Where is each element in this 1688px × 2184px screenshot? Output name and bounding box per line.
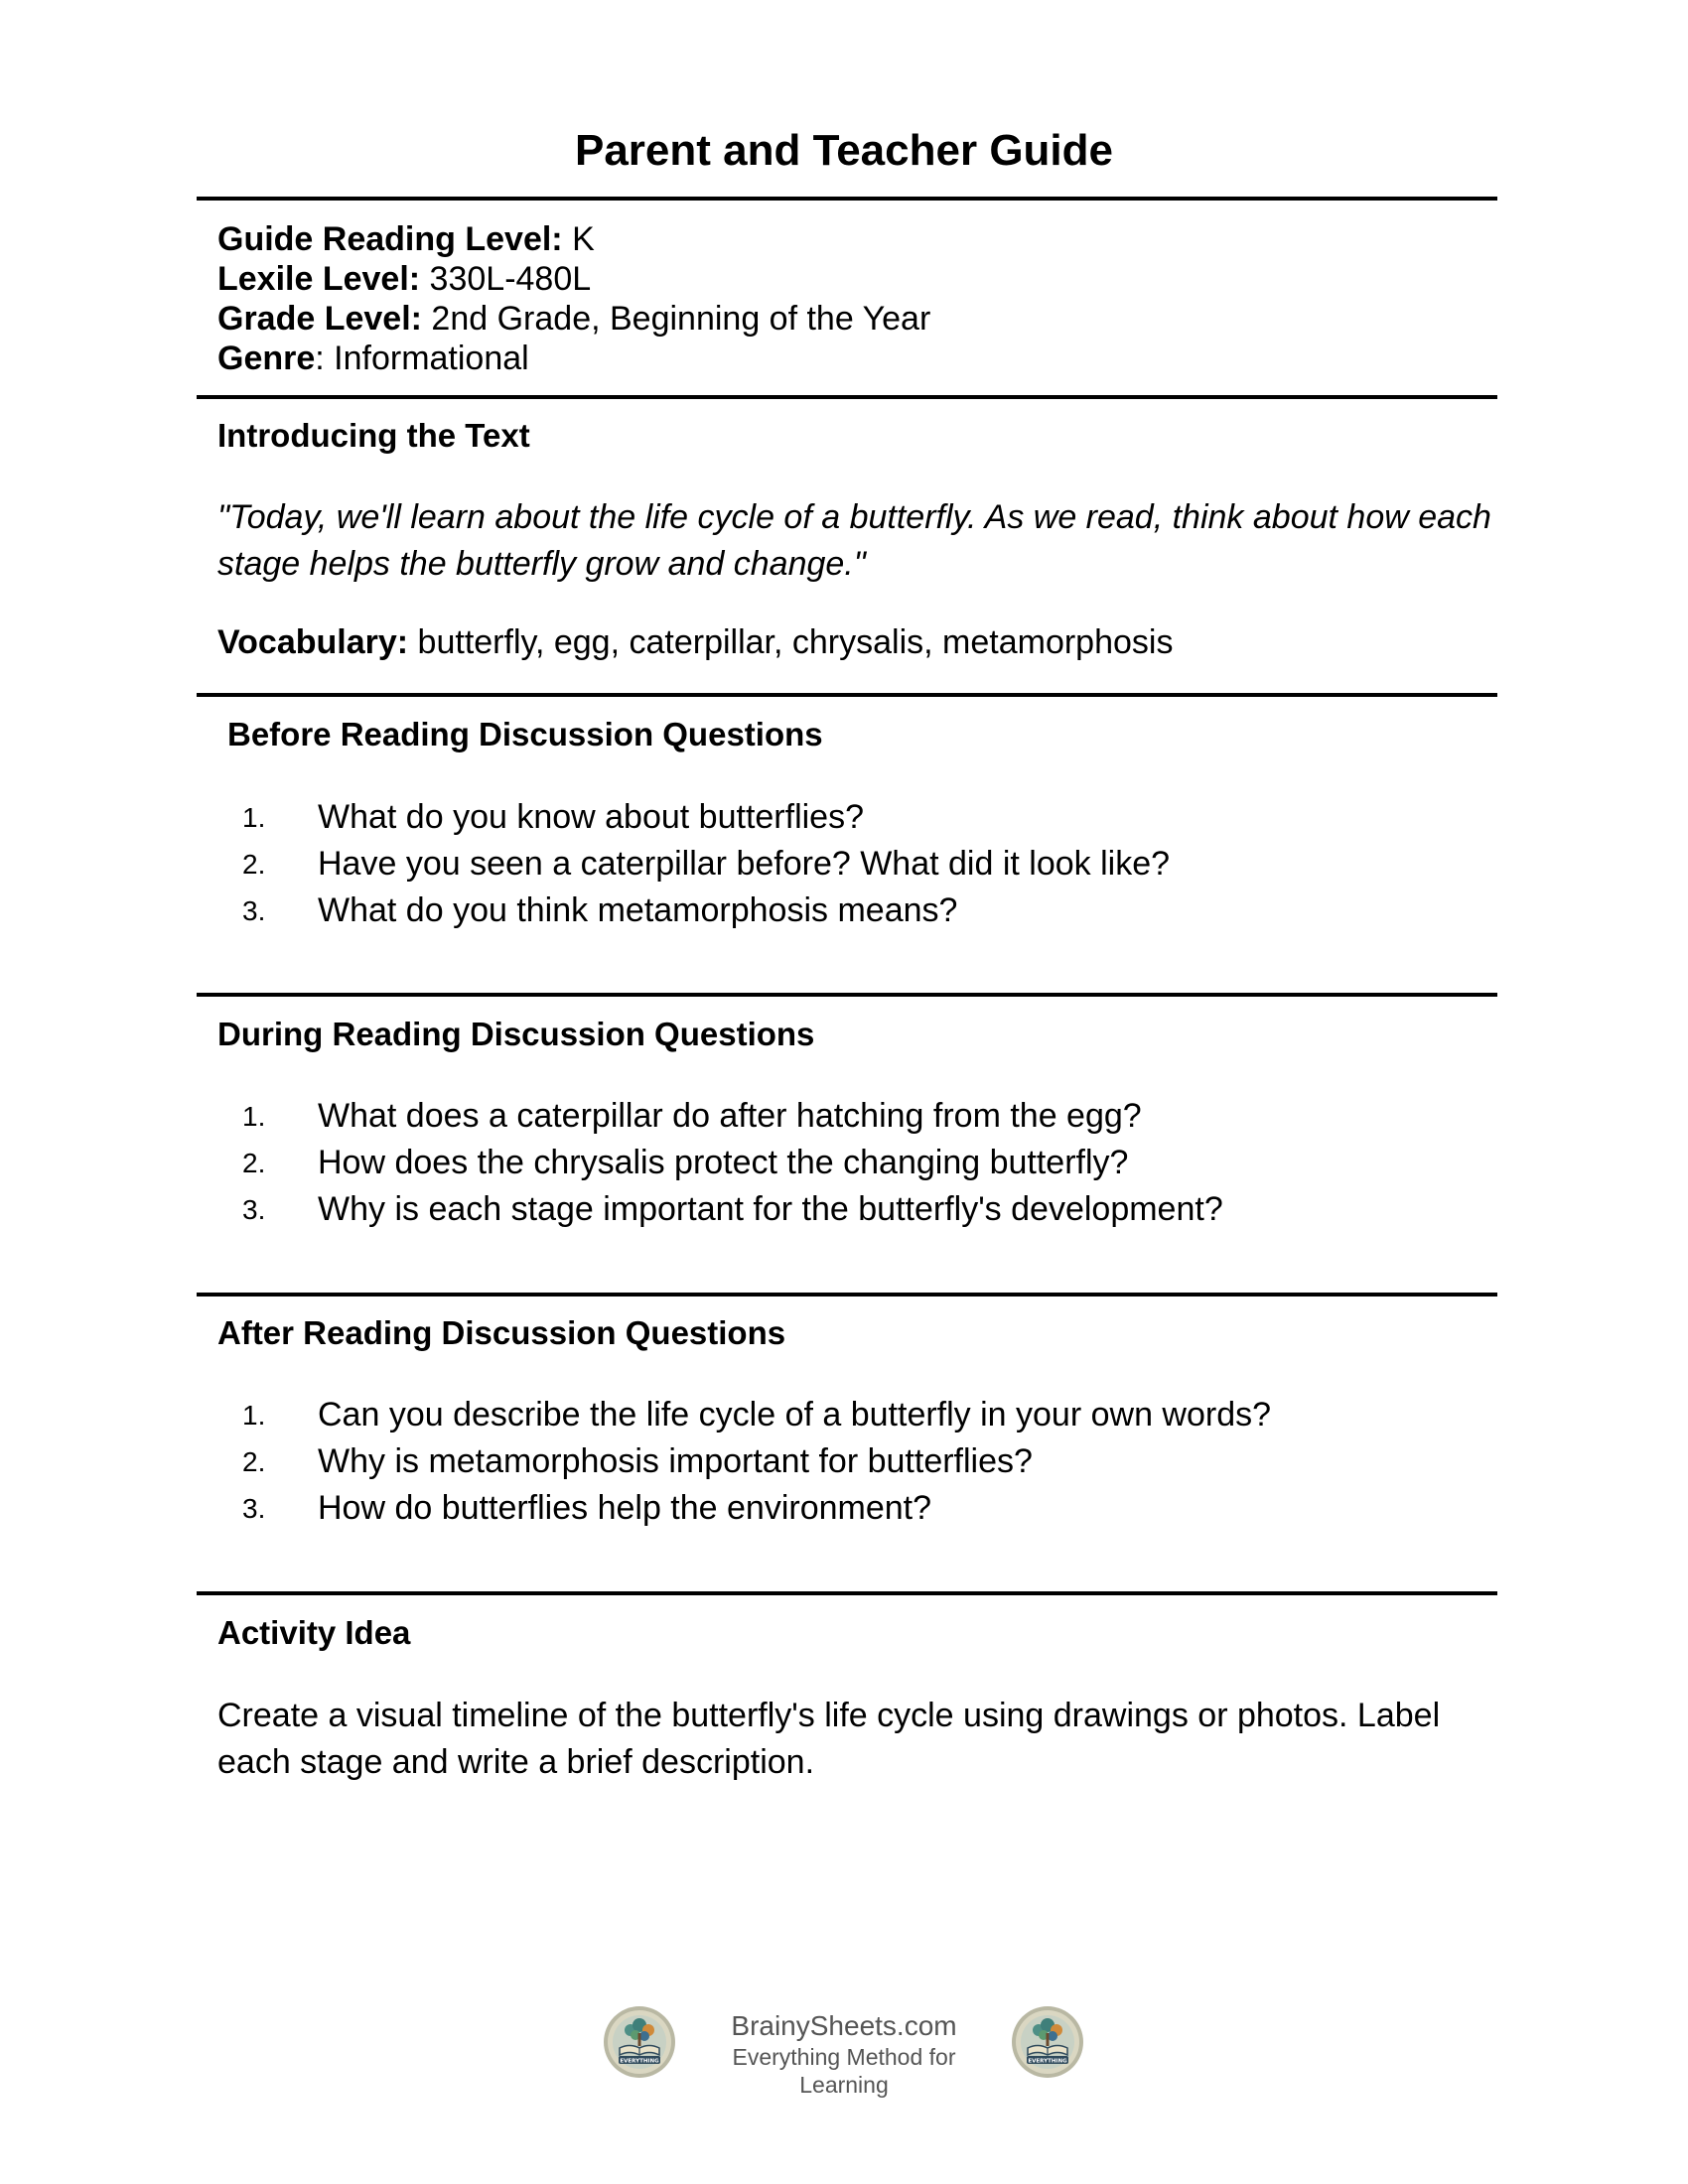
grade-level-label: Grade Level: — [217, 300, 422, 338]
list-item — [0, 1093, 1688, 1140]
divider — [197, 1591, 1497, 1595]
vocabulary-value: butterfly, egg, caterpillar, chrysalis, metamorphosis — [408, 623, 1174, 661]
list-item — [0, 887, 1688, 934]
grade-level-value: 2nd Grade, Beginning of the Year — [421, 300, 931, 338]
list-item — [0, 794, 1688, 841]
introducing-heading: Introducing the Text — [217, 417, 530, 454]
genre-label: Genre — [217, 340, 316, 377]
brainysheets-logo-icon — [603, 2005, 676, 2079]
question-number: 3. — [242, 895, 266, 926]
lexile-level-line — [217, 259, 930, 299]
genre-value: : Informational — [315, 340, 529, 377]
list-item — [0, 1438, 1688, 1485]
logo-lettering: EVERYTHING — [620, 2058, 659, 2065]
intro-quote: "Today, we'll learn about the life cycle of a butterfly. As we read, think about how each stage helps the butterfly grow and change." — [217, 498, 1491, 583]
vocabulary-label: Vocabulary: — [217, 623, 409, 661]
list-item — [0, 1186, 1688, 1233]
question-number: 2. — [242, 1148, 266, 1178]
question-text: How does the chrysalis protect the changing butterfly? — [318, 1144, 1129, 1181]
activity-text: Create a visual timeline of the butterfly's life cycle using drawings or photos. Label each stage and write a brief description. — [217, 1697, 1441, 1781]
question-text: What do you think metamorphosis means? — [318, 891, 958, 929]
list-item — [0, 1392, 1688, 1438]
question-text: What do you know about butterflies? — [318, 798, 864, 836]
logo-lettering: EVERYTHING — [1028, 2058, 1067, 2065]
level-info — [217, 219, 930, 378]
footer-site: BrainySheets.com — [731, 2010, 957, 2041]
page-title: Parent and Teacher Guide — [574, 126, 1113, 175]
footer-tagline: Everything Method for Learning — [732, 2044, 956, 2098]
divider — [197, 197, 1497, 201]
reading-level-line — [217, 219, 930, 259]
footer-branding — [685, 2009, 1003, 2099]
after-reading-list — [0, 1392, 1688, 1532]
divider — [197, 1293, 1497, 1297]
divider — [197, 693, 1497, 697]
during-reading-heading: During Reading Discussion Questions — [217, 1016, 815, 1052]
question-text: Have you seen a caterpillar before? What did it look like? — [318, 845, 1171, 883]
during-reading-list — [0, 1093, 1688, 1233]
lexile-level-value: 330L-480L — [420, 260, 592, 298]
vocabulary-line — [217, 622, 1173, 662]
before-reading-list — [0, 794, 1688, 934]
reading-level-value: K — [562, 220, 595, 258]
divider — [197, 993, 1497, 997]
before-reading-heading: Before Reading Discussion Questions — [227, 716, 823, 752]
question-text: Can you describe the life cycle of a butterfly in your own words? — [318, 1396, 1272, 1433]
list-item — [0, 841, 1688, 887]
question-number: 1. — [242, 1101, 266, 1132]
list-item — [0, 1485, 1688, 1532]
question-text: Why is each stage important for the butterfly's development? — [318, 1190, 1223, 1228]
question-number: 1. — [242, 1400, 266, 1431]
question-text: What does a caterpillar do after hatching from the egg? — [318, 1097, 1142, 1135]
activity-heading: Activity Idea — [217, 1614, 411, 1651]
question-text: How do butterflies help the environment? — [318, 1489, 932, 1527]
footer — [0, 2005, 1688, 2098]
genre-line — [217, 339, 930, 378]
question-number: 1. — [242, 802, 266, 833]
brainysheets-logo-icon — [1011, 2005, 1084, 2079]
list-item — [0, 1140, 1688, 1186]
after-reading-heading: After Reading Discussion Questions — [217, 1314, 786, 1351]
question-number: 2. — [242, 1446, 266, 1477]
divider — [197, 395, 1497, 399]
reading-level-label: Guide Reading Level: — [217, 220, 563, 258]
question-text: Why is metamorphosis important for butterflies? — [318, 1442, 1033, 1480]
question-number: 2. — [242, 849, 266, 880]
question-number: 3. — [242, 1194, 266, 1225]
grade-level-line — [217, 299, 930, 339]
lexile-level-label: Lexile Level: — [217, 260, 421, 298]
question-number: 3. — [242, 1493, 266, 1524]
